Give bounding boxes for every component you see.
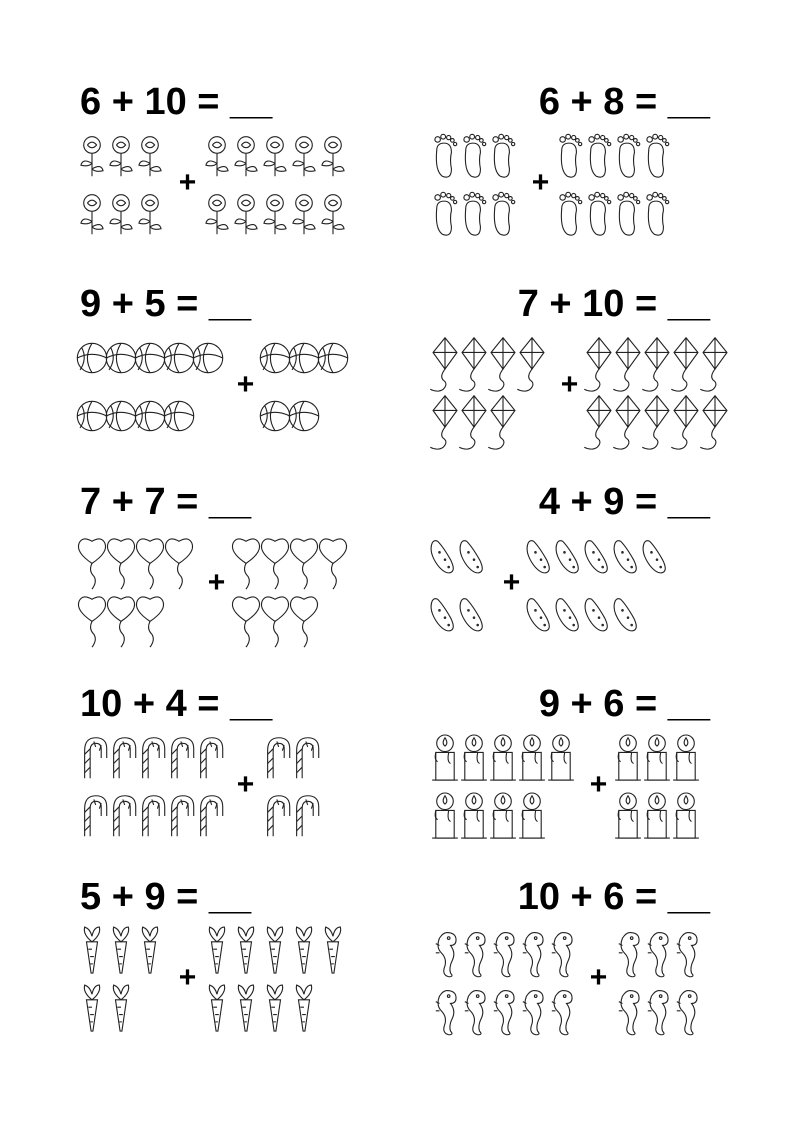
footprint-icon [493,134,515,177]
cucumber-icon [431,599,453,631]
beach-ball-icon [135,401,164,430]
kite-icon [517,338,544,391]
carrot-icon [84,927,99,973]
carrot-icon [296,985,311,1031]
heart-balloon-picture-group [70,528,400,658]
cucumber-icon [431,541,453,573]
seahorse-icon [648,933,668,977]
problem-7 [70,682,400,882]
heart-balloon-icon [232,539,259,589]
rose-icon [293,137,315,177]
heart-balloon-icon [319,539,346,589]
seahorse-icon [436,991,456,1035]
candy-cane-icon [297,796,319,836]
candle-icon [644,735,670,780]
carrot-picture-group [70,923,400,1053]
rose-icon [322,195,344,235]
beach-ball-icon [106,401,135,430]
plus-sign: + [236,368,255,401]
rose-icon [81,137,103,177]
cucumber-icon [460,541,482,573]
heart-balloon-icon [78,597,105,647]
equation-text: 10 + 6 = __ [517,876,710,918]
candle-picture-group [395,730,725,860]
beach-ball-icon [193,343,222,372]
footprint-icon [647,134,669,177]
heart-balloon-icon [136,539,163,589]
cucumber-icon [527,599,549,631]
footprint-icon [493,192,515,235]
candle-icon [673,793,699,838]
rose-icon [235,195,257,235]
problem-5 [70,480,400,680]
heart-balloon-icon [107,539,134,589]
seahorse-icon [436,933,456,977]
equation-text: 9 + 6 = __ [538,683,710,725]
seahorse-icon [648,991,668,1035]
carrot-icon [296,927,311,973]
kite-icon [459,396,486,449]
cucumber-icon [556,541,578,573]
carrot-icon [142,927,157,973]
candy-cane-icon [143,738,165,778]
candy-cane-icon [85,738,107,778]
cucumber-icon [585,541,607,573]
kite-icon [488,396,515,449]
problem-8 [395,682,725,882]
kite-icon [430,396,457,449]
problem-4 [395,282,725,482]
footprint-icon [589,192,611,235]
candy-cane-icon [172,738,194,778]
plus-sign: + [178,961,197,994]
rose-icon [322,137,344,177]
kite-icon [642,338,669,391]
kite-icon [671,396,698,449]
heart-balloon-icon [290,539,317,589]
heart-balloon-icon [290,597,317,647]
candy-cane-icon [201,738,223,778]
kite-icon [584,396,611,449]
seahorse-icon [465,991,485,1035]
footprint-icon [464,134,486,177]
equation-text: 4 + 9 = __ [538,481,710,523]
candle-icon [461,793,487,838]
beach-ball-icon [106,343,135,372]
kite-icon [488,338,515,391]
footprint-icon [435,192,457,235]
footprint-icon [464,192,486,235]
plus-sign: + [560,368,579,401]
plus-sign: + [236,768,255,801]
kite-icon [613,396,640,449]
rose-icon [139,195,161,235]
kite-icon [613,338,640,391]
equation-text: 5 + 9 = __ [80,876,252,918]
plus-sign: + [531,166,550,199]
carrot-icon [238,985,253,1031]
candy-cane-icon [114,738,136,778]
candle-icon [615,735,641,780]
candy-cane-icon [297,738,319,778]
carrot-icon [238,927,253,973]
beach-ball-icon [289,343,318,372]
problem-3 [70,282,400,482]
seahorse-icon [619,991,639,1035]
rose-icon [139,137,161,177]
cucumber-icon [614,541,636,573]
rose-icon [235,137,257,177]
beach-ball-picture-group [70,330,400,460]
carrot-icon [267,985,282,1031]
footprint-icon [560,134,582,177]
cucumber-icon [556,599,578,631]
kite-icon [700,338,727,391]
candle-icon [432,793,458,838]
carrot-icon [267,927,282,973]
rose-icon [264,195,286,235]
rose-icon [110,195,132,235]
rose-icon [293,195,315,235]
seahorse-icon [523,933,543,977]
beach-ball-icon [77,401,106,430]
equation-text: 7 + 7 = __ [80,481,252,523]
seahorse-icon [494,933,514,977]
kite-icon [584,338,611,391]
heart-balloon-icon [78,539,105,589]
candy-cane-picture-group [70,730,400,860]
seahorse-icon [494,991,514,1035]
footprint-icon [647,192,669,235]
candle-icon [432,735,458,780]
kite-icon [642,396,669,449]
rose-icon [110,137,132,177]
candle-icon [490,735,516,780]
kite-icon [430,338,457,391]
problem-6 [395,480,725,680]
cucumber-icon [643,541,665,573]
carrot-icon [209,927,224,973]
beach-ball-icon [318,343,347,372]
beach-ball-icon [289,401,318,430]
carrot-icon [113,927,128,973]
candle-icon [519,793,545,838]
candy-cane-icon [172,796,194,836]
candle-icon [548,735,574,780]
candy-cane-icon [268,738,290,778]
beach-ball-icon [260,343,289,372]
beach-ball-icon [164,343,193,372]
seahorse-icon [552,933,572,977]
candy-cane-icon [201,796,223,836]
footprint-icon [435,134,457,177]
plus-sign: + [502,566,521,599]
kite-icon [671,338,698,391]
plus-sign: + [207,566,226,599]
candle-icon [461,735,487,780]
candy-cane-icon [268,796,290,836]
rose-icon [264,137,286,177]
footprint-icon [618,134,640,177]
problem-10 [395,875,725,1075]
plus-sign: + [589,961,608,994]
problem-2 [395,80,725,280]
candle-icon [615,793,641,838]
beach-ball-icon [77,343,106,372]
footprint-picture-group [395,128,725,258]
cucumber-icon [527,541,549,573]
seahorse-icon [677,933,697,977]
plus-sign: + [589,768,608,801]
candle-icon [490,793,516,838]
seahorse-icon [465,933,485,977]
rose-icon [206,195,228,235]
candle-icon [673,735,699,780]
cucumber-icon [460,599,482,631]
heart-balloon-icon [261,539,288,589]
heart-balloon-icon [261,597,288,647]
seahorse-icon [677,991,697,1035]
beach-ball-icon [135,343,164,372]
kite-icon [459,338,486,391]
heart-balloon-icon [107,597,134,647]
kite-icon [700,396,727,449]
cucumber-icon [614,599,636,631]
heart-balloon-icon [232,597,259,647]
beach-ball-icon [164,401,193,430]
candy-cane-icon [143,796,165,836]
carrot-icon [113,985,128,1031]
candy-cane-icon [114,796,136,836]
equation-text: 6 + 8 = __ [538,81,710,123]
cucumber-picture-group [395,528,725,658]
rose-picture-group [70,128,400,258]
equation-text: 6 + 10 = __ [80,81,273,123]
heart-balloon-icon [165,539,192,589]
footprint-icon [560,192,582,235]
candy-cane-icon [85,796,107,836]
carrot-icon [209,985,224,1031]
seahorse-icon [619,933,639,977]
problem-9 [70,875,400,1075]
footprint-icon [589,134,611,177]
carrot-icon [325,927,340,973]
cucumber-icon [585,599,607,631]
seahorse-picture-group [395,923,725,1053]
beach-ball-icon [260,401,289,430]
equation-text: 9 + 5 = __ [80,283,252,325]
rose-icon [81,195,103,235]
footprint-icon [618,192,640,235]
heart-balloon-icon [136,597,163,647]
problem-1 [70,80,400,280]
rose-icon [206,137,228,177]
candle-icon [644,793,670,838]
equation-text: 10 + 4 = __ [80,683,273,725]
plus-sign: + [178,166,197,199]
equation-text: 7 + 10 = __ [517,283,710,325]
seahorse-icon [523,991,543,1035]
seahorse-icon [552,991,572,1035]
candle-icon [519,735,545,780]
kite-picture-group [395,330,725,460]
carrot-icon [84,985,99,1031]
